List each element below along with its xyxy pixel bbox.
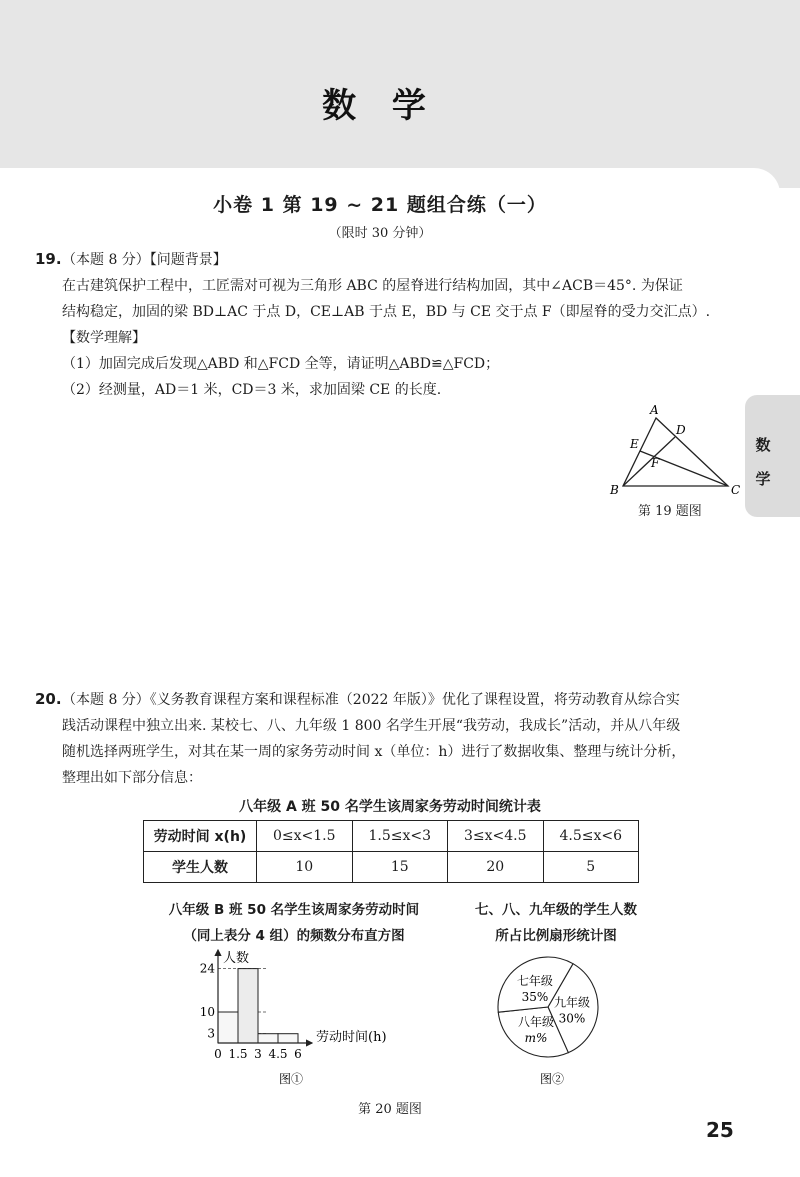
- histogram-chart: [190, 945, 400, 1090]
- table-header-row: [144, 821, 639, 852]
- pie-caption: 图②: [540, 1072, 565, 1086]
- pie-value-label: 35%: [521, 989, 549, 1004]
- pie-chart: [488, 945, 618, 1090]
- histogram-x-tick: 0: [214, 1047, 222, 1061]
- q19-line: 【数学理解】: [62, 330, 146, 346]
- q20-line: （本题 8 分）《义务教育课程方案和课程标准（2022 年版）》优化了课程设置，将劳动教育从综合实: [62, 692, 680, 708]
- pie-value-label: m%: [524, 1030, 548, 1045]
- histogram-x-label: 劳动时间(h): [316, 1030, 387, 1045]
- point-label-f: F: [651, 456, 660, 470]
- pie-value-label: 30%: [558, 1011, 586, 1026]
- q20-line: 践活动课程中独立出来. 某校七、八、九年级 1 800 名学生开展“我劳动，我成长”活动，并从八年级: [62, 718, 681, 734]
- histogram-y-tick: 3: [207, 1026, 215, 1041]
- histogram-y-label: 人数: [223, 951, 250, 966]
- q19-line: 在古建筑保护工程中，工匠需对可视为三角形 ABC 的屋脊进行结构加固，其中∠ACB＝45°. 为保证: [62, 278, 683, 294]
- q19-line: （2）经测量，AD＝1 米，CD＝3 米，求加固梁 CE 的长度.: [62, 382, 442, 398]
- histogram-x-tick: 6: [294, 1047, 302, 1061]
- table-header-cell: 3≤x<4.5: [448, 821, 544, 852]
- point-label-d: D: [676, 423, 686, 437]
- q19-figure-caption: 第 19 题图: [638, 504, 702, 519]
- table-cell: 20: [448, 852, 544, 883]
- histogram-x-tick: 1.5: [228, 1047, 248, 1061]
- q20-line: 随机选择两班学生，对其在某一周的家务劳动时间 x（单位：h）进行了数据收集、整理与统计分析，: [62, 744, 686, 760]
- point-label-b: B: [610, 483, 619, 497]
- q20-figure-caption: 第 20 题图: [358, 1102, 422, 1117]
- histogram-y-tick: 10: [199, 1005, 215, 1019]
- histogram-title-line: 八年级 B 班 50 名学生该周家务劳动时间: [168, 902, 420, 918]
- histogram-bar: [238, 969, 258, 1043]
- table-cell: 学生人数: [144, 852, 257, 883]
- table-header-cell: 0≤x<1.5: [257, 821, 353, 852]
- table-cell: 10: [257, 852, 353, 883]
- q19-line: （1）加固完成后发现△ABD 和△FCD 全等，请证明△ABD≌△FCD；: [62, 356, 500, 372]
- table-title: 八年级 A 班 50 名学生该周家务劳动时间统计表: [239, 799, 541, 815]
- subject-title: 数 学: [322, 86, 438, 126]
- q19-triangle-figure: [596, 398, 746, 498]
- pie-label: 八年级: [517, 1014, 555, 1029]
- pie-title-line: 所占比例扇形统计图: [495, 928, 617, 944]
- histogram-caption: 图①: [279, 1072, 304, 1086]
- histogram-x-tick: 4.5: [268, 1047, 288, 1061]
- labor-time-table: [143, 820, 639, 883]
- histogram-bar: [278, 1034, 298, 1043]
- point-label-c: C: [731, 483, 741, 497]
- table-header-cell: 4.5≤x<6: [543, 821, 639, 852]
- table-header-cell: 1.5≤x<3: [352, 821, 448, 852]
- q20-line: 整理出如下部分信息：: [62, 770, 202, 786]
- table-header-cell: 劳动时间 x(h): [144, 821, 257, 852]
- page-number: 25: [706, 1118, 734, 1142]
- q19-line: 结构稳定，加固的梁 BD⊥AC 于点 D，CE⊥AB 于点 E，BD 与 CE 交于点 F（即屋脊的受力交汇点）.: [62, 304, 711, 320]
- histogram-bar: [218, 1012, 238, 1043]
- histogram-bar: [258, 1034, 278, 1043]
- q19-number: 19.: [35, 250, 62, 268]
- histogram-y-tick: 24: [199, 961, 215, 976]
- histogram-title-line: （同上表分 4 组）的频数分布直方图: [183, 928, 405, 944]
- section-title: 小卷 1 第 19 ~ 21 题组合练（一）: [213, 194, 547, 216]
- pie-title-line: 七、八、九年级的学生人数: [475, 902, 637, 918]
- time-limit: （限时 30 分钟）: [328, 226, 432, 241]
- histogram-x-tick: 3: [254, 1047, 262, 1061]
- pie-label: 九年级: [553, 995, 590, 1010]
- table-cell: 15: [352, 852, 448, 883]
- side-tab-label: 数学: [755, 436, 771, 488]
- q19-line: （本题 8 分）【问题背景】: [62, 252, 227, 268]
- q20-number: 20.: [35, 690, 62, 708]
- table-row: [144, 852, 639, 883]
- pie-label: 七年级: [516, 973, 553, 988]
- point-label-a: A: [650, 403, 659, 417]
- table-cell: 5: [543, 852, 639, 883]
- point-label-e: E: [630, 437, 639, 451]
